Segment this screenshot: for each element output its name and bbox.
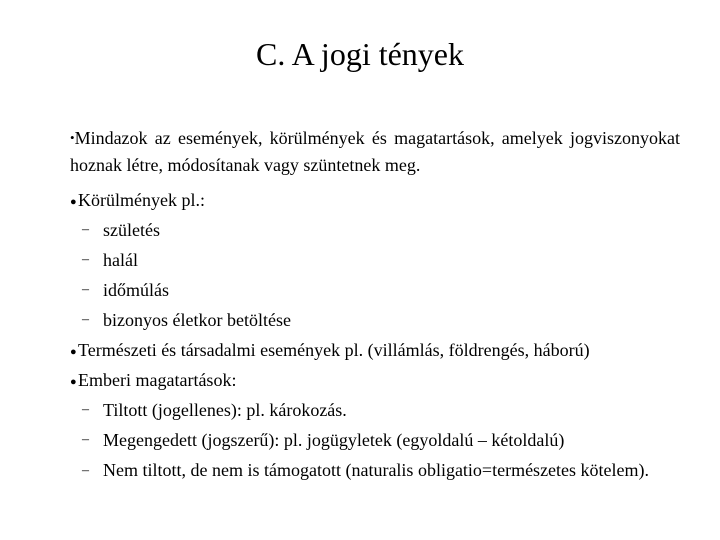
bullet-human-conduct (70, 365, 680, 395)
bullet-icon: ● (70, 196, 77, 208)
sub-item-age (70, 305, 680, 335)
bullet-label: Természeti és társadalmi események pl. (villámlás, földrengés, háború) (78, 340, 590, 360)
dash-icon: – (82, 432, 89, 447)
intro-paragraph (70, 124, 680, 179)
sub-item-label: időmúlás (103, 280, 169, 300)
sub-item-lapse-of-time (70, 275, 680, 305)
dash-icon: – (82, 282, 89, 297)
slide-body (70, 124, 680, 488)
dash-icon: – (82, 463, 89, 478)
bullet-natural-social-events (70, 335, 680, 365)
dash-icon: – (82, 312, 89, 327)
sub-item-death (70, 245, 680, 275)
slide-title: C. A jogi tények (256, 36, 464, 72)
bullet-icon: ● (70, 346, 77, 358)
sub-item-label: bizonyos életkor betöltése (103, 310, 291, 330)
sub-item-label: Tiltott (jogellenes): pl. károkozás. (103, 400, 347, 420)
sub-item-birth (70, 215, 680, 245)
bullet-icon: • (70, 130, 75, 145)
dash-icon: – (82, 402, 89, 417)
intro-text: Mindazok az események, körülmények és magatartások, amelyek jogviszonyokat hoznak létre, módosítanak vagy szüntetnek meg. (70, 128, 680, 175)
dash-icon: – (82, 222, 89, 237)
bullet-label: Emberi magatartások: (78, 370, 237, 390)
sub-item-not-prohibited (70, 455, 680, 488)
bullet-icon: ● (70, 376, 77, 388)
sub-item-label: Nem tiltott, de nem is támogatott (naturalis obligatio=természetes kötelem). (103, 460, 650, 480)
sub-item-permitted (70, 425, 680, 455)
bullet-label: Körülmények pl.: (78, 190, 205, 210)
sub-item-label: születés (103, 220, 160, 240)
sub-item-label: halál (103, 250, 138, 270)
bullet-circumstances (70, 185, 680, 215)
dash-icon: – (82, 252, 89, 267)
sub-item-label: Megengedett (jogszerű): pl. jogügyletek (egyoldalú – kétoldalú) (103, 430, 565, 450)
sub-item-prohibited (70, 395, 680, 425)
